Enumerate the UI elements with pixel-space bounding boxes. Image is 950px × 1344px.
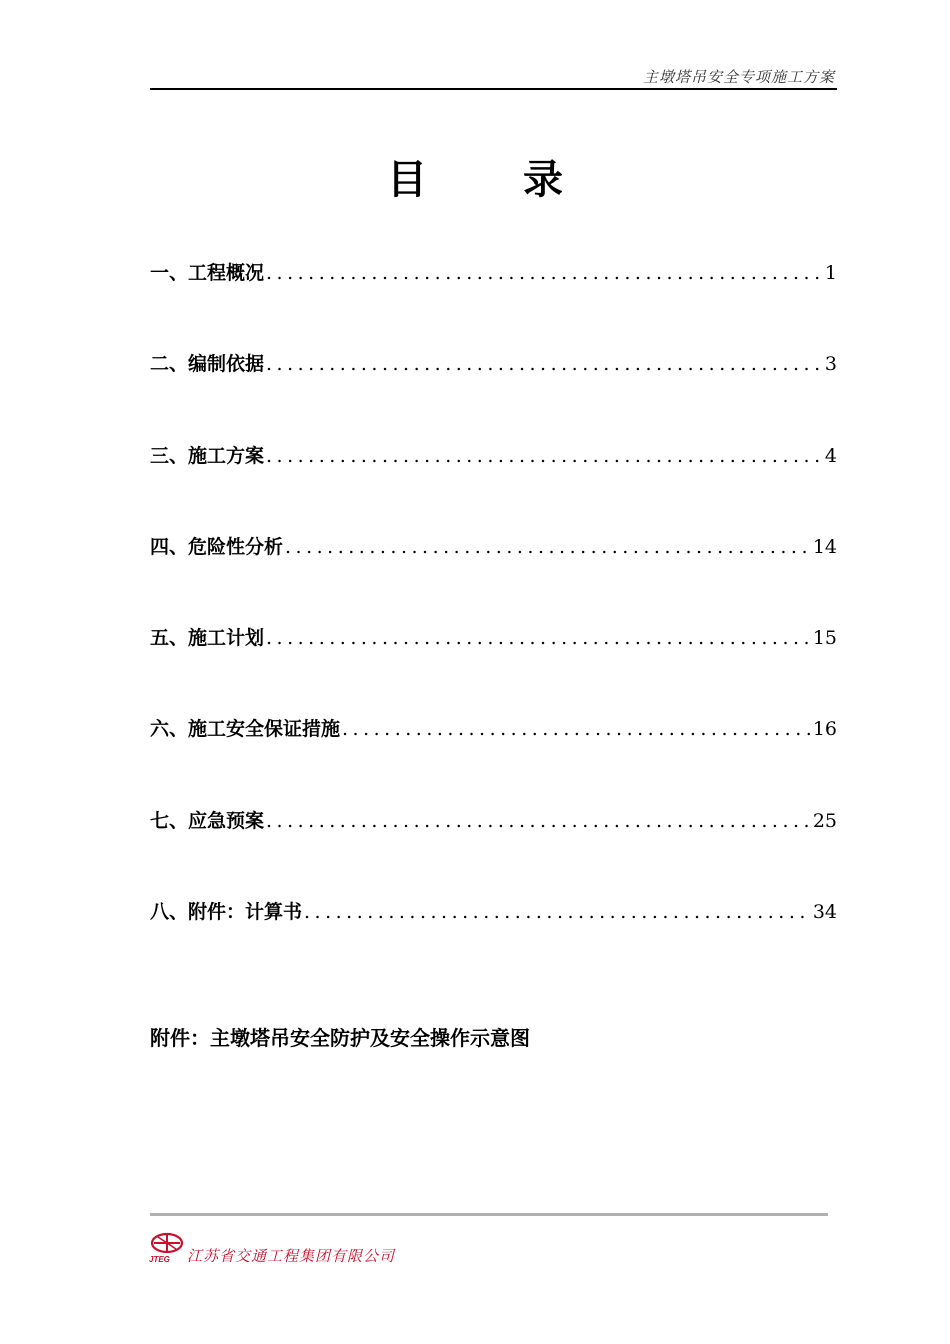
toc-entry-page: 4 [824, 444, 837, 467]
toc-dot-leader [266, 353, 823, 375]
toc-entry[interactable] [150, 441, 837, 532]
logo-wordmark: JTEG [149, 1255, 170, 1264]
toc-dot-leader [266, 810, 811, 832]
toc-entry-label: 七、应急预案 [150, 809, 265, 832]
toc-entry[interactable] [150, 806, 837, 897]
toc-entry-page: 1 [824, 262, 837, 284]
toc-entry-label: 四、危险性分析 [150, 535, 284, 558]
toc-entry-label: 五、施工计划 [150, 627, 265, 650]
toc-entry[interactable] [150, 349, 837, 440]
toc-entry-page: 14 [812, 535, 837, 558]
toc-dot-leader [266, 262, 823, 284]
company-name: 江苏省交通工程集团有限公司 [187, 1247, 396, 1265]
footer-divider [150, 1213, 828, 1216]
toc-entry-label: 八、附件：计算书 [150, 901, 303, 924]
header-divider [150, 88, 837, 90]
toc-dot-leader [285, 536, 811, 558]
toc-entry[interactable] [150, 532, 837, 623]
toc-entry[interactable] [150, 714, 837, 805]
toc-entry-page: 15 [812, 627, 837, 650]
toc-entry-label: 三、施工方案 [150, 444, 265, 467]
toc-entry-page: 16 [812, 718, 837, 741]
toc-dot-leader [342, 718, 811, 740]
toc-dot-leader [304, 901, 811, 923]
toc-entry-label: 一、工程概况 [150, 262, 265, 284]
toc-entry[interactable] [150, 897, 837, 988]
toc-dot-leader [266, 627, 811, 649]
header-doc-title: 主墩塔吊安全专项施工方案 [642, 68, 835, 86]
table-of-contents [150, 258, 837, 988]
toc-entry-page: 25 [812, 809, 837, 832]
toc-entry[interactable] [150, 623, 837, 714]
toc-entry-page: 34 [812, 901, 837, 924]
appendix-note: 附件：主墩塔吊安全防护及安全操作示意图 [150, 1026, 530, 1050]
page-title: 目录 [387, 156, 659, 203]
toc-dot-leader [266, 445, 823, 467]
toc-entry[interactable] [150, 258, 837, 349]
toc-entry-label: 二、编制依据 [150, 353, 265, 376]
toc-entry-page: 3 [824, 353, 837, 376]
toc-entry-label: 六、施工安全保证措施 [150, 718, 341, 741]
